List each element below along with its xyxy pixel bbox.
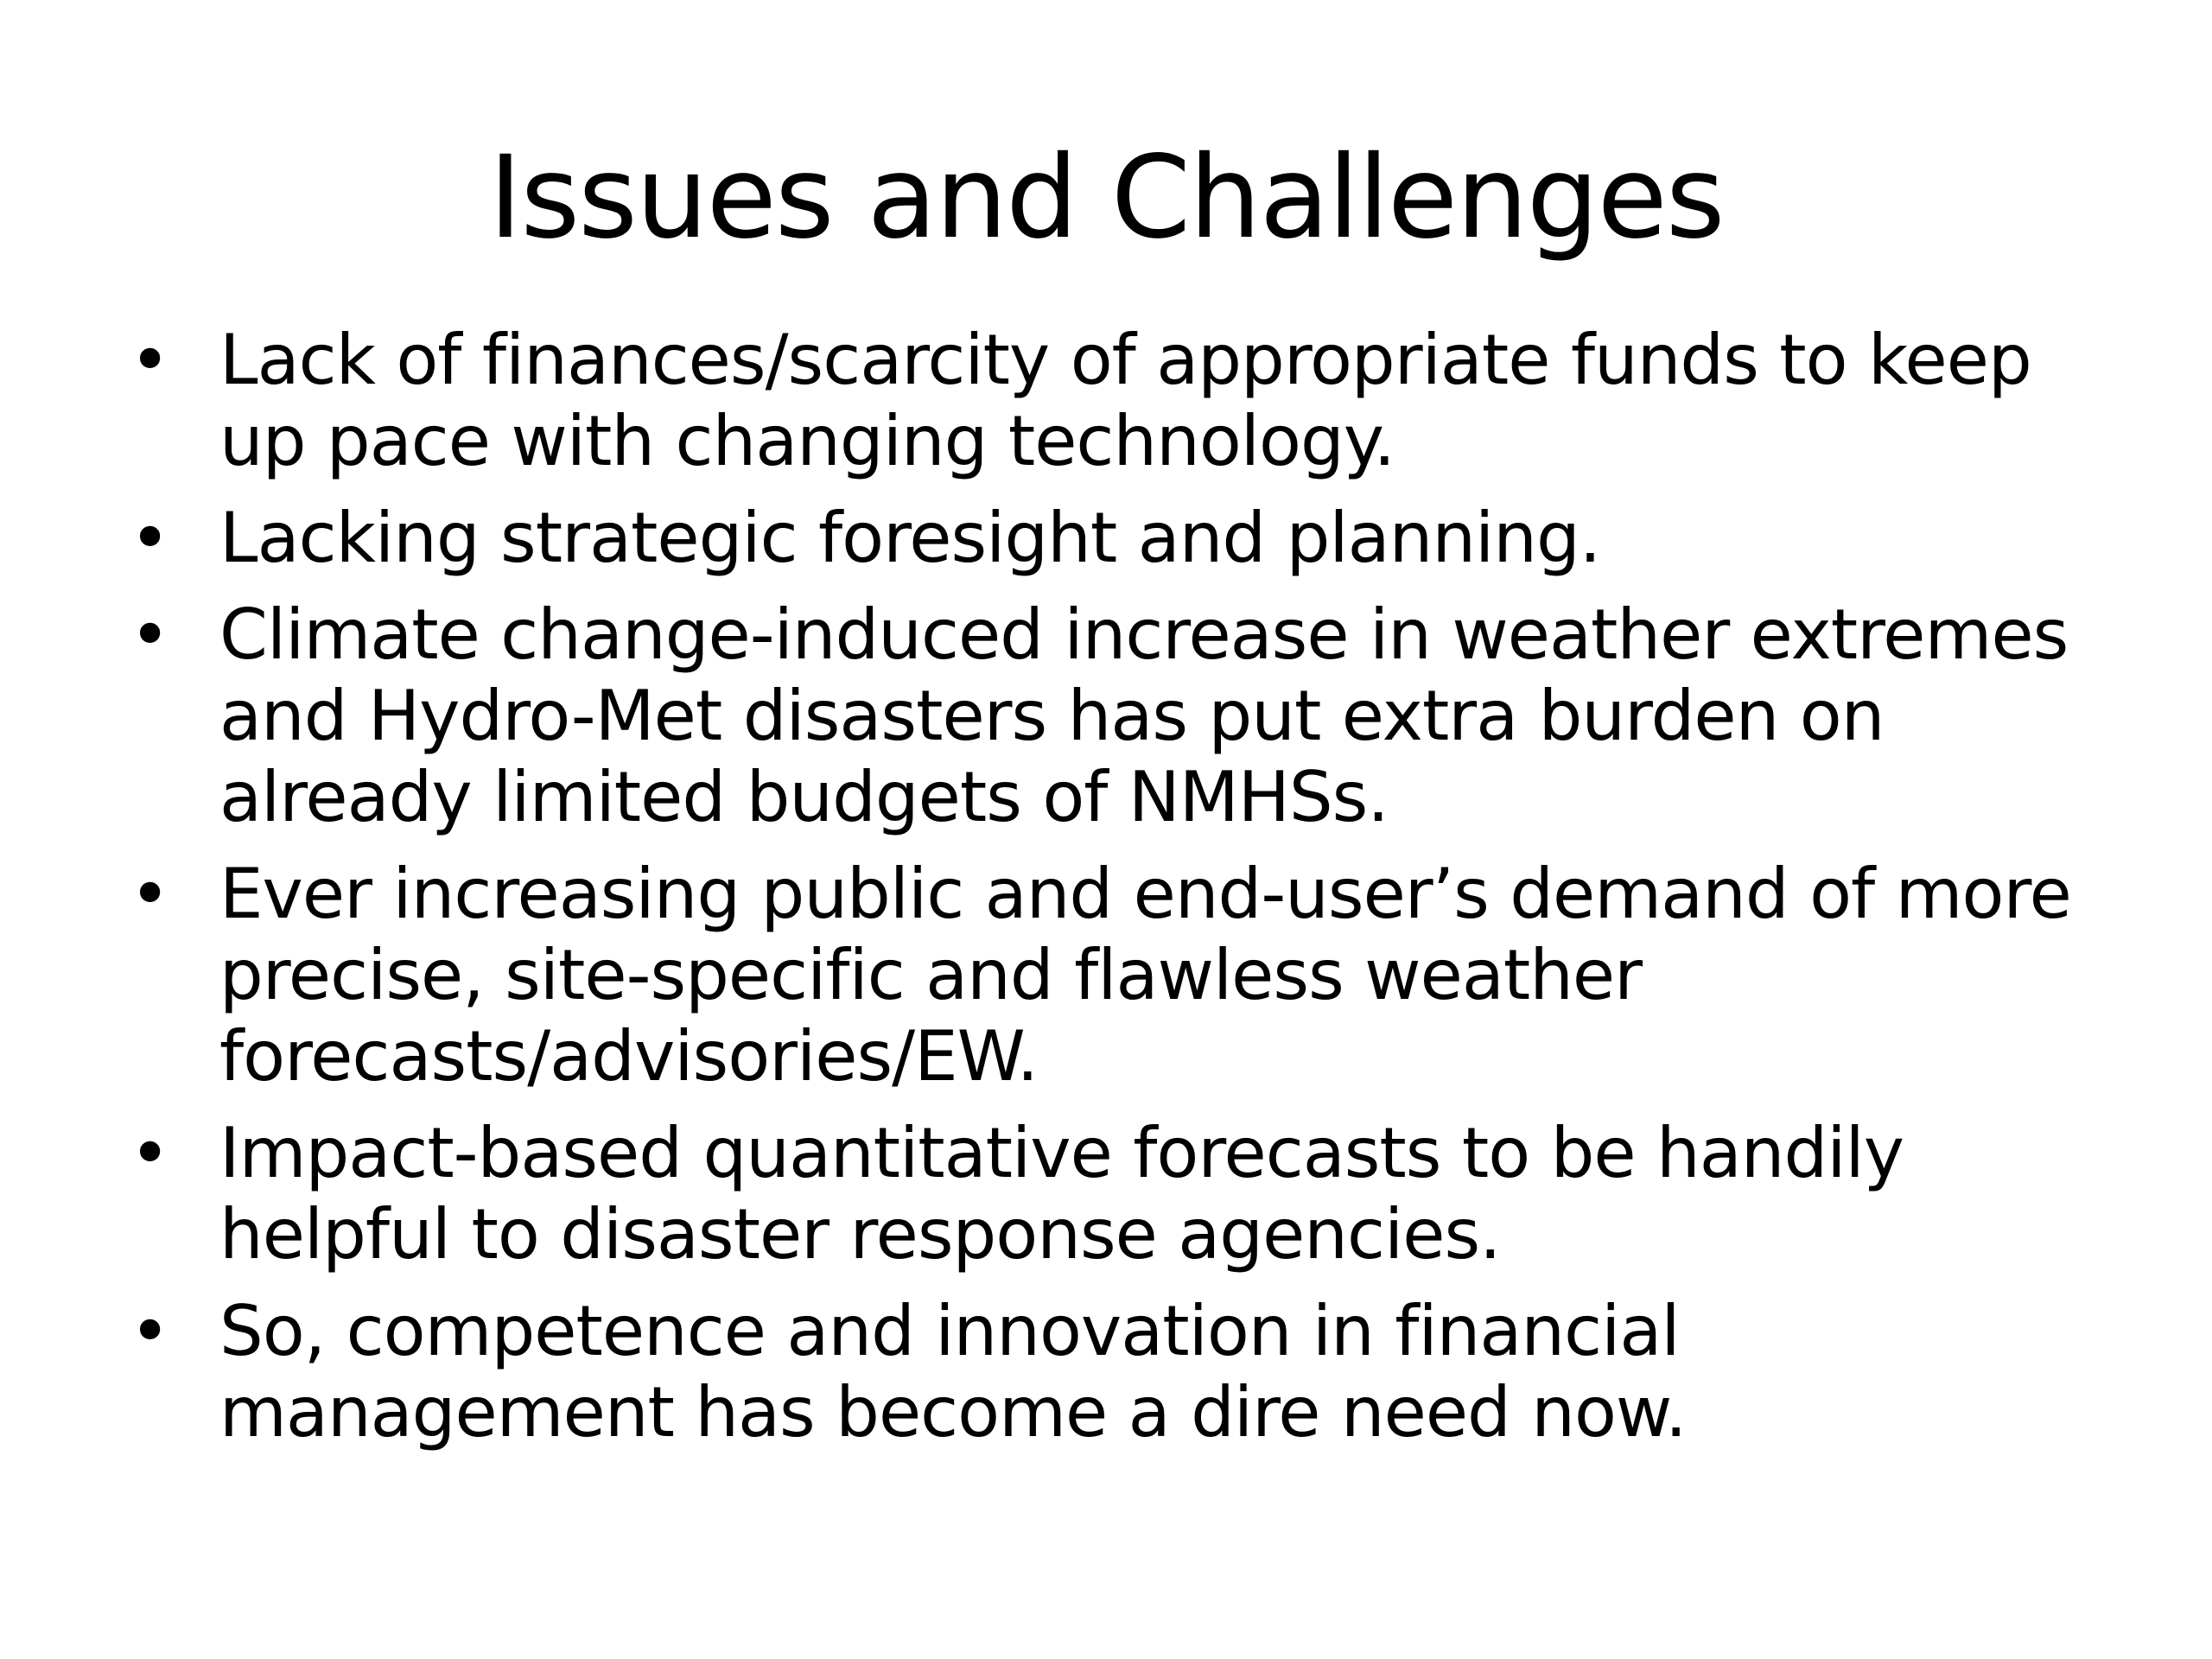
bullet-item <box>130 320 2082 482</box>
bullet-marker: • <box>130 1113 170 1193</box>
bullet-text: Impact-based quantitative forecasts to be handily helpful to disaster response agencies. <box>219 1113 1904 1274</box>
slide-title: Issues and Challenges <box>488 131 1724 264</box>
bullet-text: Climate change-induced increase in weather extremes and Hydro-Met disasters has put extra burden on already limited budgets of NMHSs. <box>219 594 2069 837</box>
bullet-item <box>130 1291 2082 1453</box>
bullet-item <box>130 854 2082 1097</box>
bullet-marker: • <box>130 854 170 934</box>
bullet-text: Ever increasing public and end-user’s demand of more precise, site-specific and flawless weather forecasts/advisories/EW. <box>219 854 2071 1096</box>
bullet-text: Lacking strategic foresight and planning. <box>219 498 1601 578</box>
bullet-marker: • <box>130 594 170 675</box>
bullet-text: So, competence and innovation in financial management has become a dire need now. <box>219 1291 1687 1452</box>
bullet-list <box>130 320 2082 1469</box>
bullet-item <box>130 594 2082 838</box>
bullet-marker: • <box>130 1291 170 1371</box>
bullet-text: Lack of finances/scarcity of appropriate funds to keep up pace with changing technology. <box>219 320 2031 481</box>
bullet-marker: • <box>130 320 170 400</box>
bullet-marker: • <box>130 498 170 578</box>
bullet-item <box>130 498 2082 579</box>
bullet-item <box>130 1113 2082 1275</box>
